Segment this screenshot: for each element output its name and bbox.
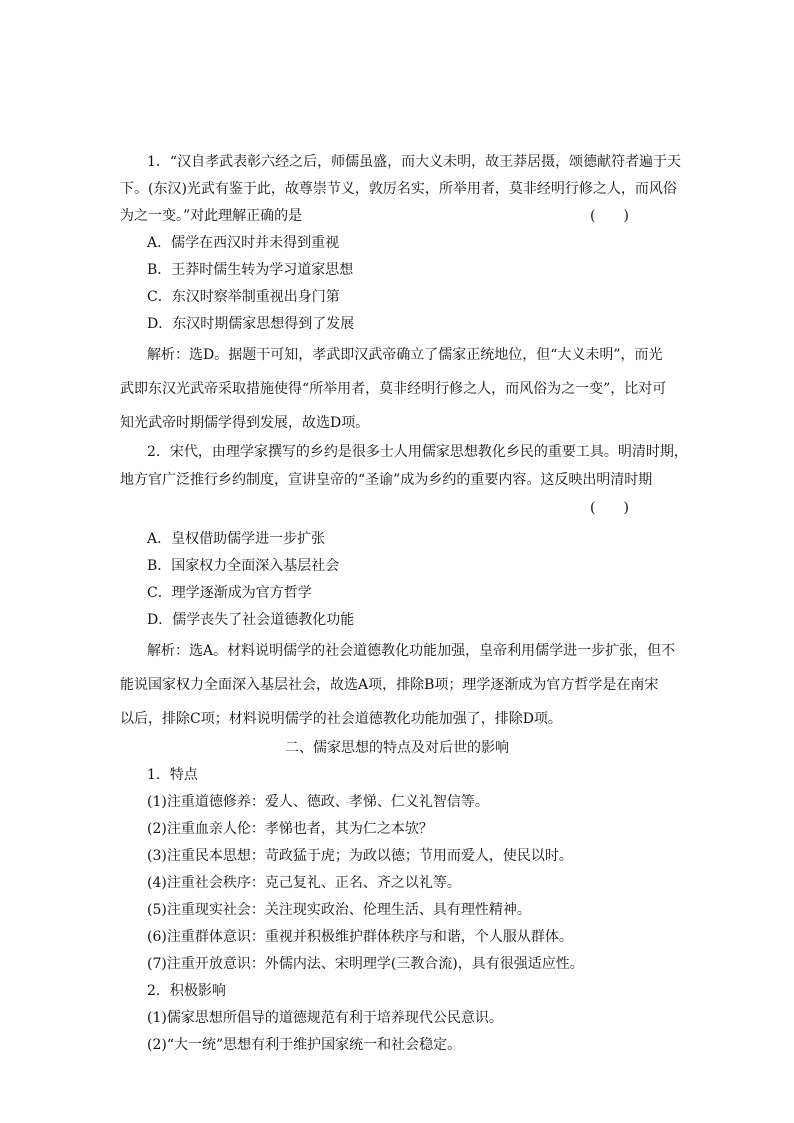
feature-1: (1)注重道德修养：爱人、德政、孝悌、仁义礼智信等。 <box>147 794 489 810</box>
q2-option-c: C．理学逐渐成为官方哲学 <box>147 585 312 601</box>
q1-stem-line-2: 下。(东汉)光武有鉴于此，故尊崇节义，敦厉名实，所举用者，莫非经明行修之人，而风俗 <box>120 181 677 197</box>
feature-7: (7)注重开放意识：外儒内法、宋明理学(三教合流)，具有很强适应性。 <box>147 956 584 972</box>
influence-2: (2)“大一统”思想有利于维护国家统一和社会稳定。 <box>147 1037 462 1053</box>
q1-stem-line-1: 1．“汉自孝武表彰六经之后，师儒虽盛，而大义未明，故王莽居摄，颂德献符者遍于天 <box>147 154 682 170</box>
q1-analysis-line-1: 解析：选D。据题干可知，孝武即汉武帝确立了儒家正统地位，但“大义未明”，而光 <box>147 347 663 363</box>
q1-option-b: B．王莽时儒生转为学习道家思想 <box>147 262 354 278</box>
feature-4: (4)注重社会秩序：克己复礼、正名、齐之以礼等。 <box>147 875 461 891</box>
q2-option-b: B．国家权力全面深入基层社会 <box>147 558 340 574</box>
feature-6: (6)注重群体意识：重视并积极维护群体秩序与和谐，个人服从群体。 <box>147 929 573 945</box>
q1-answer-bracket: ( ) <box>590 208 629 224</box>
q1-option-d: D．东汉时期儒家思想得到了发展 <box>147 316 355 332</box>
q2-analysis-line-3: 以后，排除C项；材料说明儒学的社会道德教化功能加强了，排除D项。 <box>120 711 562 727</box>
q2-option-d: D．儒学丧失了社会道德教化功能 <box>147 612 355 628</box>
q2-answer-bracket: ( ) <box>590 500 629 516</box>
influence-heading: 2．积极影响 <box>147 983 226 999</box>
q2-analysis-line-2: 能说国家权力全面深入基层社会，故选A项，排除B项；理学逐渐成为官方哲学是在南宋 <box>120 677 659 693</box>
feature-5: (5)注重现实社会：关注现实政治、伦理生活、具有理性精神。 <box>147 902 531 918</box>
feature-3: (3)注重民本思想：苛政猛于虎；为政以德；节用而爱人，使民以时。 <box>147 848 573 864</box>
q2-analysis-line-1: 解析：选A。材料说明儒学的社会道德教化功能加强，皇帝利用儒学进一步扩张，但不 <box>147 643 676 659</box>
q2-option-a: A．皇权借助儒学进一步扩张 <box>147 531 326 547</box>
feature-2: (2)注重血亲人伦：孝悌也者，其为仁之本欤？ <box>147 821 433 837</box>
q2-stem-line-2: 地方官广泛推行乡约制度，宣讲皇帝的“圣谕”成为乡约的重要内容。这反映出明清时期 <box>120 472 653 488</box>
q1-analysis-line-2: 武即东汉光武帝采取措施使得“所举用者，莫非经明行修之人，而风俗为之一变”，比对可 <box>120 381 667 397</box>
q1-stem-line-3: 为之一变。”对此理解正确的是 <box>120 208 303 224</box>
section-title: 二、儒家思想的特点及对后世的影响 <box>285 740 509 756</box>
features-heading: 1．特点 <box>147 767 198 783</box>
q2-stem-line-1: 2．宋代，由理学家撰写的乡约是很多士人用儒家思想教化乡民的重要工具。明清时期， <box>147 444 688 460</box>
influence-1: (1)儒家思想所倡导的道德规范有利于培养现代公民意识。 <box>147 1010 503 1026</box>
q1-option-c: C．东汉时察举制重视出身门第 <box>147 289 340 305</box>
q1-analysis-line-3: 知光武帝时期儒学得到发展，故选D项。 <box>120 415 370 431</box>
q1-option-a: A．儒学在西汉时并未得到重视 <box>147 235 340 251</box>
